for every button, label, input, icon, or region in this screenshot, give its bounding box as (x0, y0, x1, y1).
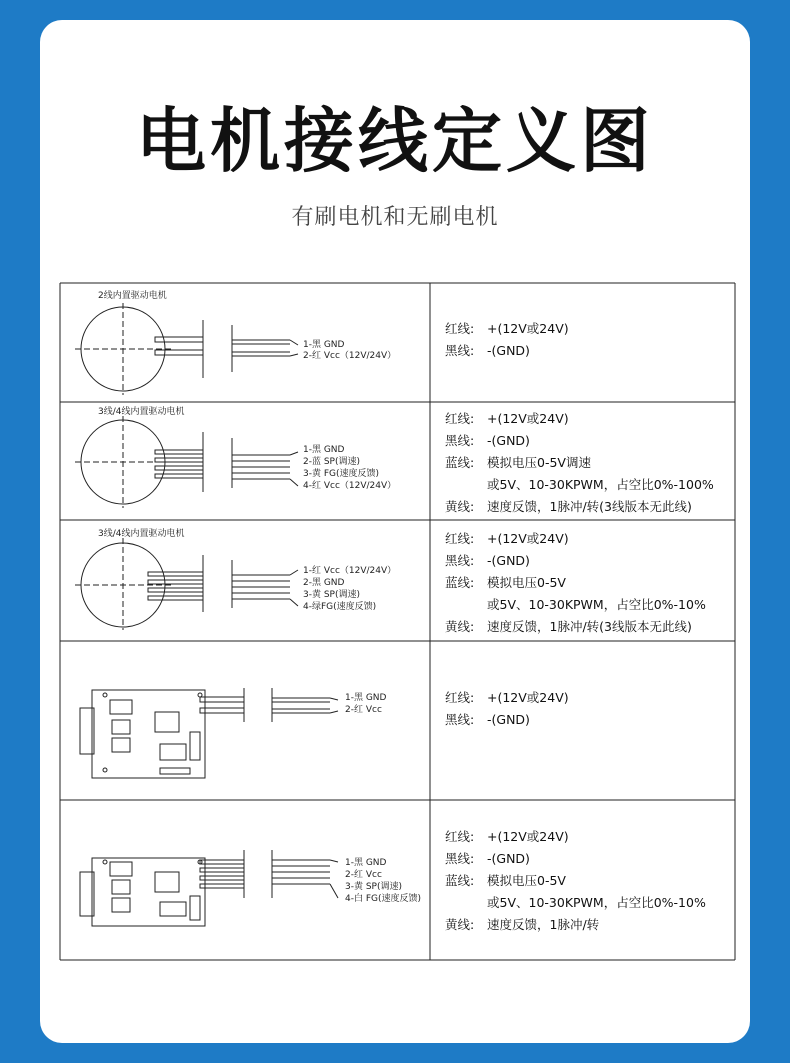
wire-label: 1-黑 GND (345, 858, 387, 868)
wire-label: 2-黑 GND (303, 578, 345, 588)
spec-line: 蓝线: 模拟电压0-5V (445, 873, 566, 888)
spec-line: 蓝线: 模拟电压0-5V调速 (445, 455, 591, 470)
wire-label: 3-黄 SP(调速) (345, 882, 402, 892)
spec-line: 或5V、10-30KPWM，占空比0%-10% (487, 597, 706, 612)
page-title: 电机接线定义图 (136, 100, 654, 182)
spec-line: 红线: +(12V或24V) (445, 690, 569, 705)
spec-line: 黄线: 速度反馈，1脉冲/转(3线版本无此线) (445, 499, 692, 514)
page-subtitle: 有刷电机和无刷电机 (291, 205, 499, 230)
wire-label: 2-蓝 SP(调速) (303, 457, 360, 467)
wire-label: 2-红 Vcc（12V/24V） (303, 351, 397, 361)
spec-line: 黑线: -(GND) (445, 851, 530, 866)
diagram-title: 3线/4线内置驱动电机 (98, 407, 185, 417)
wire-label: 1-黑 GND (303, 340, 345, 350)
spec-line: 或5V、10-30KPWM，占空比0%-100% (487, 477, 714, 492)
spec-line: 黑线: -(GND) (445, 712, 530, 727)
diagram-title: 3线/4线内置驱动电机 (98, 529, 185, 539)
wire-label: 3-黄 SP(调速) (303, 590, 360, 600)
spec-line: 黑线: -(GND) (445, 343, 530, 358)
wire-label: 4-白 FG(速度反馈) (345, 894, 422, 904)
spec-list (445, 826, 706, 936)
spec-line: 黑线: -(GND) (445, 433, 530, 448)
spec-line: 黄线: 速度反馈，1脉冲/转 (445, 917, 600, 932)
spec-line: 黑线: -(GND) (445, 553, 530, 568)
spec-line: 红线: +(12V或24V) (445, 321, 569, 336)
wire-label: 4-红 Vcc（12V/24V） (303, 481, 397, 491)
spec-line: 或5V、10-30KPWM，占空比0%-10% (487, 895, 706, 910)
wire-label: 3-黄 FG(速度反馈) (303, 469, 380, 479)
spec-line: 蓝线: 模拟电压0-5V (445, 575, 566, 590)
wire-label: 2-红 Vcc (345, 705, 382, 715)
spec-line: 红线: +(12V或24V) (445, 531, 569, 546)
spec-line: 红线: +(12V或24V) (445, 829, 569, 844)
diagram-title: 2线内置驱动电机 (98, 291, 167, 301)
spec-line: 红线: +(12V或24V) (445, 411, 569, 426)
wire-label: 1-红 Vcc（12V/24V） (303, 566, 397, 576)
wire-label: 1-黑 GND (303, 445, 345, 455)
wire-label: 1-黑 GND (345, 693, 387, 703)
wire-label: 2-红 Vcc (345, 870, 382, 880)
wire-label: 4-绿FG(速度反馈) (303, 602, 377, 612)
spec-line: 黄线: 速度反馈，1脉冲/转(3线版本无此线) (445, 619, 692, 634)
